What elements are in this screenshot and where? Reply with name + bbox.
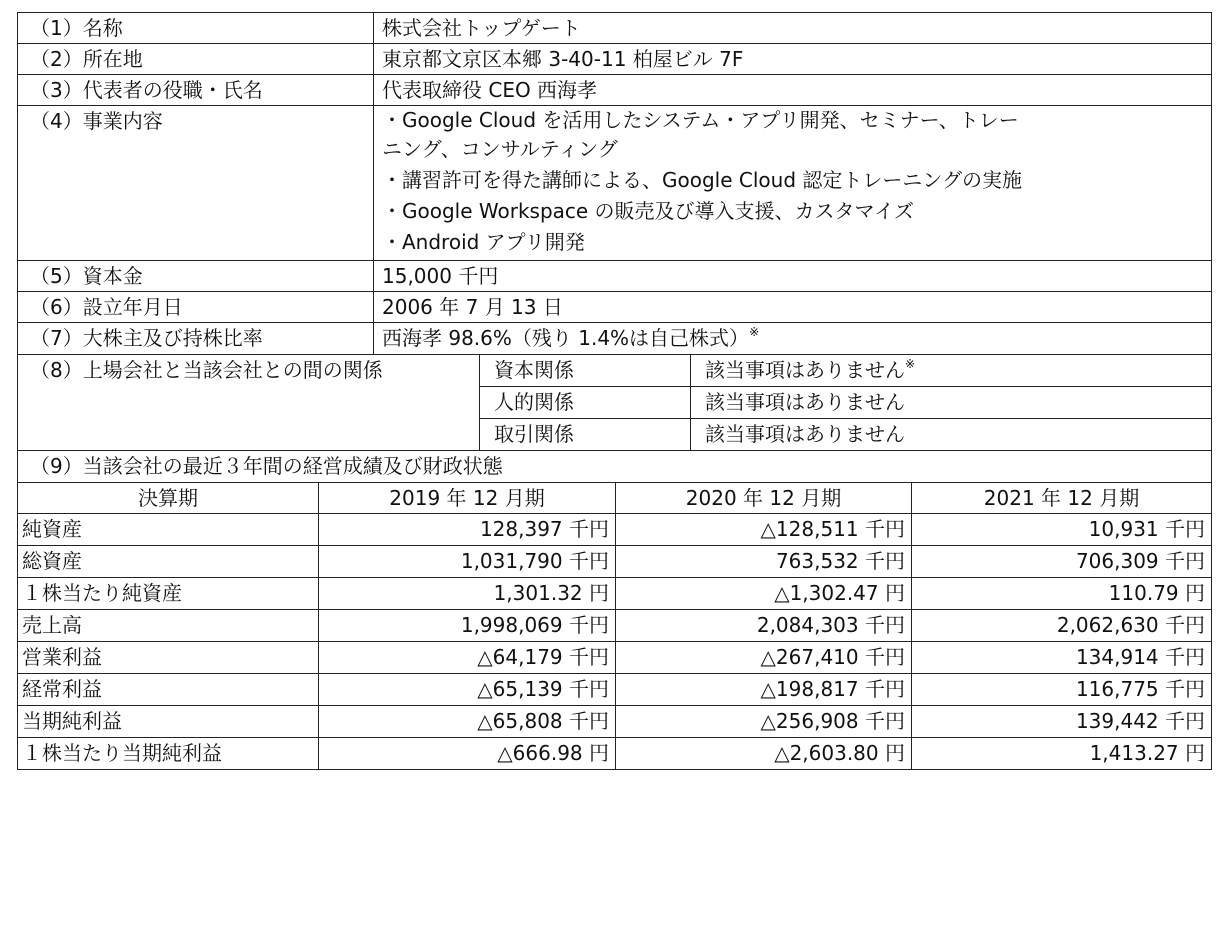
cell-value: △2,603.80 円: [616, 737, 912, 769]
row-label: １株当たり当期純利益: [18, 737, 319, 769]
cell-value: 116,775 千円: [912, 673, 1212, 705]
table-row: [18, 673, 1212, 705]
business-line: ・Google Cloud を活用したシステム・アプリ開発、セミナー、トレー: [382, 108, 1019, 132]
cell-value: 706,309 千円: [912, 545, 1212, 577]
cell-value: △256,908 千円: [616, 705, 912, 737]
cell-value: 2,062,630 千円: [912, 609, 1212, 641]
info-row-established: [18, 292, 1212, 323]
business-line: ニング、コンサルティング: [382, 137, 618, 161]
financials-header-row: [18, 482, 1212, 513]
established-label: （6）設立年月日: [18, 292, 374, 323]
cell-value: 1,031,790 千円: [319, 545, 616, 577]
info-row-shareholders: [18, 323, 1212, 355]
header-period: 決算期: [18, 482, 319, 513]
row-label: 総資産: [18, 545, 319, 577]
financials-title-row: [18, 451, 1212, 483]
cell-value: 2,084,303 千円: [616, 609, 912, 641]
relation-row-capital: [18, 355, 1212, 387]
name-label: （1）名称: [18, 13, 374, 44]
cell-value: △65,808 千円: [319, 705, 616, 737]
financials-title: （9）当該会社の最近３年間の経営成績及び財政状態: [18, 451, 1212, 483]
representative-label: （3）代表者の役職・氏名: [18, 75, 374, 106]
info-row-representative: [18, 75, 1212, 106]
capital-label: （5）資本金: [18, 261, 374, 292]
row-label: 営業利益: [18, 641, 319, 673]
cell-value: 139,442 千円: [912, 705, 1212, 737]
relation-value: 該当事項はありません: [691, 419, 1212, 451]
header-fy2021: 2021 年 12 月期: [912, 482, 1212, 513]
business-value: [374, 106, 1212, 261]
row-label: 経常利益: [18, 673, 319, 705]
cell-value: △128,511 千円: [616, 513, 912, 545]
cell-value: 134,914 千円: [912, 641, 1212, 673]
business-line: ・講習許可を得た講師による、Google Cloud 認定トレーニングの実施: [382, 168, 1022, 192]
table-row: [18, 513, 1212, 545]
table-row: [18, 641, 1212, 673]
company-overview-document: [17, 12, 1211, 770]
financials-table: [17, 482, 1212, 770]
company-info-table: [17, 12, 1212, 483]
cell-value: △65,139 千円: [319, 673, 616, 705]
address-value: 東京都文京区本郷 3-40-11 柏屋ビル 7F: [374, 44, 1212, 75]
cell-value: △267,410 千円: [616, 641, 912, 673]
shareholders-value: [374, 323, 1212, 355]
row-label: 純資産: [18, 513, 319, 545]
table-row: [18, 577, 1212, 609]
cell-value: 1,998,069 千円: [319, 609, 616, 641]
address-label: （2）所在地: [18, 44, 374, 75]
table-row: [18, 705, 1212, 737]
row-label: 売上高: [18, 609, 319, 641]
table-row: [18, 545, 1212, 577]
shareholders-label: （7）大株主及び持株比率: [18, 323, 374, 355]
footnote-mark: ※: [905, 357, 916, 371]
cell-value: △198,817 千円: [616, 673, 912, 705]
relations-label: （8）上場会社と当該会社との間の関係: [18, 355, 480, 451]
cell-value: 1,301.32 円: [319, 577, 616, 609]
relation-type: 人的関係: [480, 387, 691, 419]
capital-value: 15,000 千円: [374, 261, 1212, 292]
info-row-name: [18, 13, 1212, 44]
business-line: ・Android アプリ開発: [382, 230, 585, 254]
shareholders-text: 西海孝 98.6%（残り 1.4%は自己株式）: [382, 326, 750, 350]
name-value: 株式会社トップゲート: [374, 13, 1212, 44]
business-label: （4）事業内容: [18, 106, 374, 261]
relation-type: 取引関係: [480, 419, 691, 451]
info-row-address: [18, 44, 1212, 75]
table-row: [18, 609, 1212, 641]
info-row-business: [18, 106, 1212, 261]
business-line: ・Google Workspace の販売及び導入支援、カスタマイズ: [382, 199, 914, 223]
representative-value: 代表取締役 CEO 西海孝: [374, 75, 1212, 106]
header-fy2020: 2020 年 12 月期: [616, 482, 912, 513]
cell-value: 128,397 千円: [319, 513, 616, 545]
cell-value: △1,302.47 円: [616, 577, 912, 609]
cell-value: 10,931 千円: [912, 513, 1212, 545]
footnote-mark: ※: [749, 325, 760, 339]
cell-value: 1,413.27 円: [912, 737, 1212, 769]
relation-type: 資本関係: [480, 355, 691, 387]
row-label: １株当たり純資産: [18, 577, 319, 609]
relation-value: 該当事項はありません: [691, 387, 1212, 419]
relation-value-text: 該当事項はありません: [705, 358, 905, 382]
row-label: 当期純利益: [18, 705, 319, 737]
cell-value: △64,179 千円: [319, 641, 616, 673]
cell-value: 110.79 円: [912, 577, 1212, 609]
relation-value: [691, 355, 1212, 387]
header-fy2019: 2019 年 12 月期: [319, 482, 616, 513]
table-row: [18, 737, 1212, 769]
info-row-capital: [18, 261, 1212, 292]
established-value: 2006 年 7 月 13 日: [374, 292, 1212, 323]
cell-value: 763,532 千円: [616, 545, 912, 577]
cell-value: △666.98 円: [319, 737, 616, 769]
